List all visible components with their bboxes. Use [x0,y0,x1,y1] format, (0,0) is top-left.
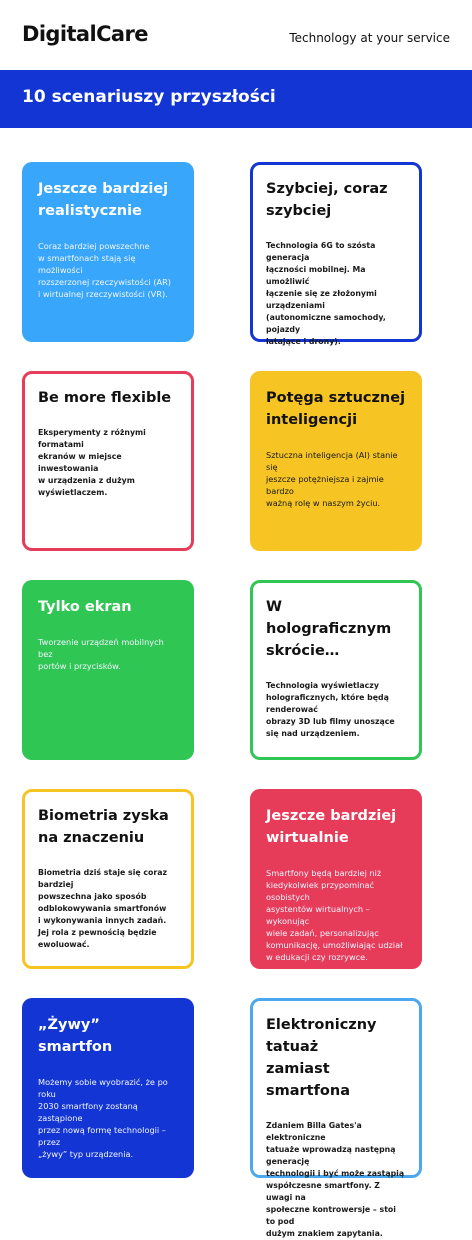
tagline: Technology at your service [289,31,450,45]
card-title: Elektroniczny tatuaż zamiast smartfona [266,1017,377,1099]
page-title: 10 scenariuszy przyszłości [22,87,276,107]
card-title: Be more flexible [38,390,172,406]
card-living-smartphone [22,998,194,1178]
card-realistic [22,162,194,342]
card-text: Zdaniem Billa Gates'a elektroniczne tatuaże wprowadzą następną generację technologii i być może zastąpią współczesne smartfony. Z uwagi na społeczne kontrowersje – stoi to pod dużym znakiem zapytania. [266,1121,405,1238]
title-banner [0,70,472,128]
digitalcare-logo[interactable]: DigitalCare [22,22,148,46]
card-title: Szybciej, coraz szybciej [266,181,388,219]
card-title: Jeszcze bardziej realistycznie [38,181,169,219]
card-text: Możemy sobie wyobrazić, że po roku 2030 smartfony zostaną zastąpione przez nową formę technologii – przez „żywy” typ urządzenia. [38,1077,168,1159]
card-title: Tylko ekran [38,599,132,615]
card-text: Smartfony będą bardziej niż kiedykolwiek przypominać osobistych asystentów wirtualnych – wykonując wiele zadań, personalizując komunikację, umożliwiając udział w edukacji czy rozrywce. [266,868,403,962]
header [0,0,472,70]
card-virtual [250,789,422,969]
card-text: Eksperymenty z różnymi formatami ekranów w miejsce inwestowania w urządzenia z dużym wyświetlaczem. [38,428,146,497]
card-title: W holograficznym skrócie… [266,599,392,659]
card-screen-only [22,580,194,760]
card-faster [250,162,422,346]
card-text: Sztuczna inteligencja (AI) stanie się jeszcze potężniejsza i zajmie bardzo ważną rolę w naszym życiu. [266,450,398,508]
card-text: Tworzenie urządzeń mobilnych bez portów i przycisków. [38,637,164,671]
card-electronic-tattoo [250,998,422,1238]
card-text: Coraz bardziej powszechne w smartfonach stają się możliwości rozszerzonej rzeczywistości (AR) i wirtualnej rzeczywistości (VR). [38,241,171,299]
card-text: Technologia 6G to szósta generacja łączności mobilnej. Ma umożliwić łączenie się ze złożonymi urządzeniami (autonomiczne samochody, pojazdy latające i drony). [266,241,386,346]
card-text: Biometria dziś staje się coraz bardziej powszechna jako sposób odblokowywania smartfonów i wykonywania innych zadań. Jej rola z pewnością będzie ewoluować. [38,868,167,949]
card-text: Technologia wyświetlaczy holograficznych, które będą renderować obrazy 3D lub filmy unoszące się nad urządzeniem. [266,681,395,738]
card-title: Jeszcze bardziej wirtualnie [266,808,397,846]
card-title: Biometria zyska na znaczeniu [38,808,169,846]
card-ai [250,371,422,551]
card-flexible [22,371,194,551]
card-title: Potęga sztucznej inteligencji [266,390,406,428]
card-biometrics [22,789,194,969]
card-title: „Żywy” smartfon [38,1017,113,1055]
card-holographic [250,580,422,760]
